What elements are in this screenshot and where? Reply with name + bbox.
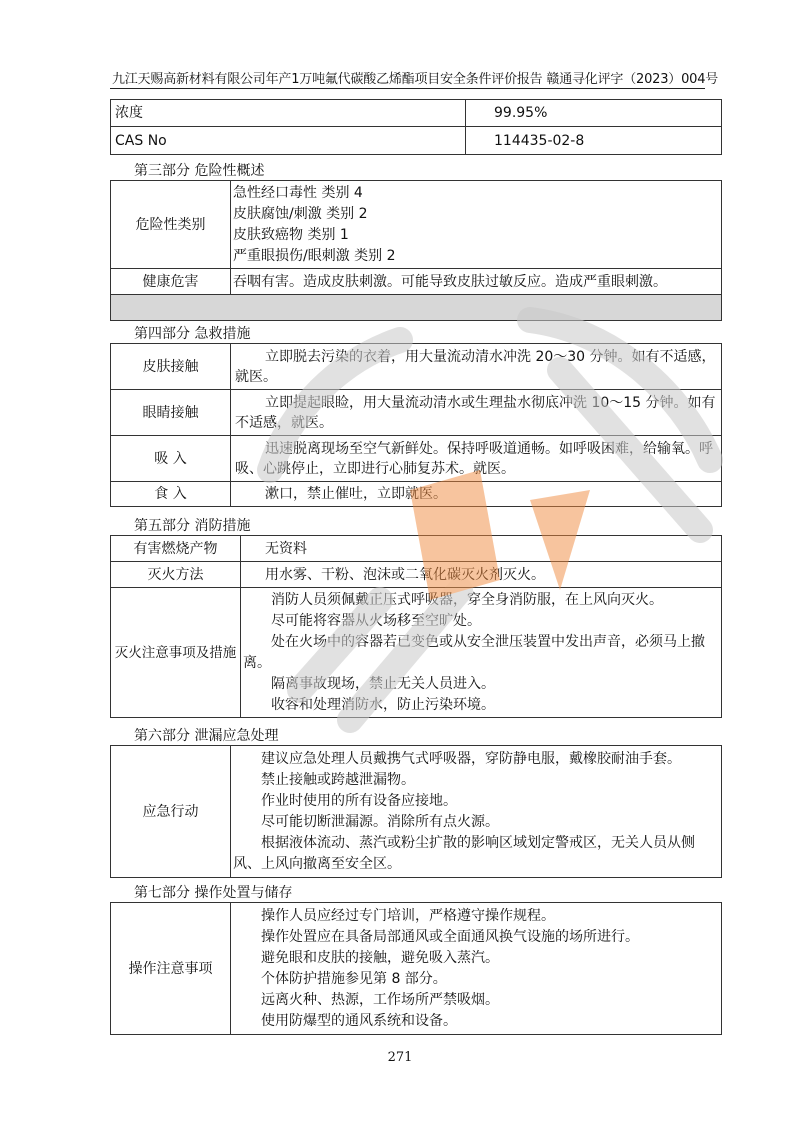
firefighting-note: 尽可能将容器从火场移至空旷处。 <box>271 612 481 629</box>
cas-value: 114435-02-8 <box>466 127 722 155</box>
top-table <box>110 99 722 155</box>
handling-line: 操作处置应在具备局部通风或全面通风换气设施的场所进行。 <box>261 928 639 945</box>
handling-line: 操作人员应经过专门培训，严格遵守操作规程。 <box>261 907 555 924</box>
firefighting-table <box>110 535 722 718</box>
firefighting-notes-label: 灭火注意事项及措施 <box>111 588 241 718</box>
inhalation-label: 吸 入 <box>111 436 231 482</box>
hazard-line: 急性经口毒性 类别 4 <box>233 184 363 201</box>
firefighting-note: 隔离事故现场，禁止无关人员进入。 <box>271 675 495 692</box>
eye-contact-text: 立即提起眼睑，用大量流动清水或生理盐水彻底冲洗 10～15 分钟。如有不适感，就医。 <box>231 390 722 436</box>
handling-notes-label: 操作注意事项 <box>111 903 231 1035</box>
hazard-line: 严重眼损伤/眼刺激 类别 2 <box>233 247 396 264</box>
handling-line: 使用防爆型的通风系统和设备。 <box>261 1012 457 1029</box>
hazard-line: 皮肤腐蚀/刺激 类别 2 <box>233 205 368 222</box>
concentration-label: 浓度 <box>111 100 466 127</box>
ingestion-text: 漱口，禁止催吐，立即就医。 <box>231 482 722 507</box>
skin-contact-text: 立即脱去污染的衣着，用大量流动清水冲洗 20～30 分钟。如有不适感，就医。 <box>231 344 722 390</box>
health-hazard-label: 健康危害 <box>111 269 231 295</box>
extinguishing-method-text: 用水雾、干粉、泡沫或二氧化碳灭火剂灭火。 <box>241 562 722 588</box>
emergency-action-line: 建议应急处理人员戴携气式呼吸器，穿防静电服，戴橡胶耐油手套。 <box>261 750 681 767</box>
header-title: 九江天赐高新材料有限公司年产1万吨氟代碳酸乙烯酯项目安全条件评价报告 赣通寻化评字（2023）004号 <box>112 72 719 87</box>
firefighting-note: 处在火场中的容器若已变色或从安全泄压装置中发出声音，必须马上撤离。 <box>243 633 705 671</box>
header-rule <box>110 88 705 89</box>
skin-contact-label: 皮肤接触 <box>111 344 231 390</box>
emergency-action-line: 作业时使用的所有设备应接地。 <box>261 792 457 809</box>
emergency-action-line: 尽可能切断泄漏源。消除所有点火源。 <box>261 813 499 830</box>
section3-title: 第三部分 危险性概述 <box>134 163 265 179</box>
section4-title: 第四部分 急救措施 <box>134 326 251 342</box>
concentration-value: 99.95% <box>466 100 722 127</box>
emergency-action-line: 根据液体流动、蒸汽或粉尘扩散的影响区域划定警戒区，无关人员从侧风、上风向撤离至安全区。 <box>233 834 695 872</box>
page-number: 271 <box>387 1050 413 1065</box>
firefighting-note: 消防人员须佩戴正压式呼吸器，穿全身消防服，在上风向灭火。 <box>271 591 663 608</box>
section7-title: 第七部分 操作处置与储存 <box>134 885 293 901</box>
firefighting-note: 收容和处理消防水，防止污染环境。 <box>271 696 495 713</box>
blank-gray-row <box>111 295 722 321</box>
handling-line: 远离火种、热源，工作场所严禁吸烟。 <box>261 991 499 1008</box>
hazard-table <box>110 180 722 321</box>
ingestion-label: 食 入 <box>111 482 231 507</box>
section5-title: 第五部分 消防措施 <box>134 518 251 534</box>
extinguishing-method-label: 灭火方法 <box>111 562 241 588</box>
emergency-action-line: 禁止接触或跨越泄漏物。 <box>261 771 415 788</box>
eye-contact-label: 眼睛接触 <box>111 390 231 436</box>
hazard-line: 皮肤致癌物 类别 1 <box>233 226 349 243</box>
first-aid-table <box>110 343 722 507</box>
inhalation-text: 迅速脱离现场至空气新鲜处。保持呼吸道通畅。如呼吸困难，给输氧。呼吸、心跳停止，立即进行心肺复苏术。就医。 <box>231 436 722 482</box>
handling-table <box>110 902 722 1035</box>
handling-line: 避免眼和皮肤的接触，避免吸入蒸汽。 <box>261 949 499 966</box>
emergency-action-label: 应急行动 <box>111 746 231 878</box>
section6-title: 第六部分 泄漏应急处理 <box>134 728 279 744</box>
health-hazard-text: 吞咽有害。造成皮肤刺激。可能导致皮肤过敏反应。造成严重眼刺激。 <box>231 269 722 295</box>
leak-response-table <box>110 745 722 878</box>
hazard-category-label: 危险性类别 <box>111 181 231 269</box>
handling-line: 个体防护措施参见第 8 部分。 <box>261 970 447 987</box>
combustion-products-text: 无资料 <box>241 536 722 562</box>
cas-label: CAS No <box>111 127 466 155</box>
combustion-products-label: 有害燃烧产物 <box>111 536 241 562</box>
